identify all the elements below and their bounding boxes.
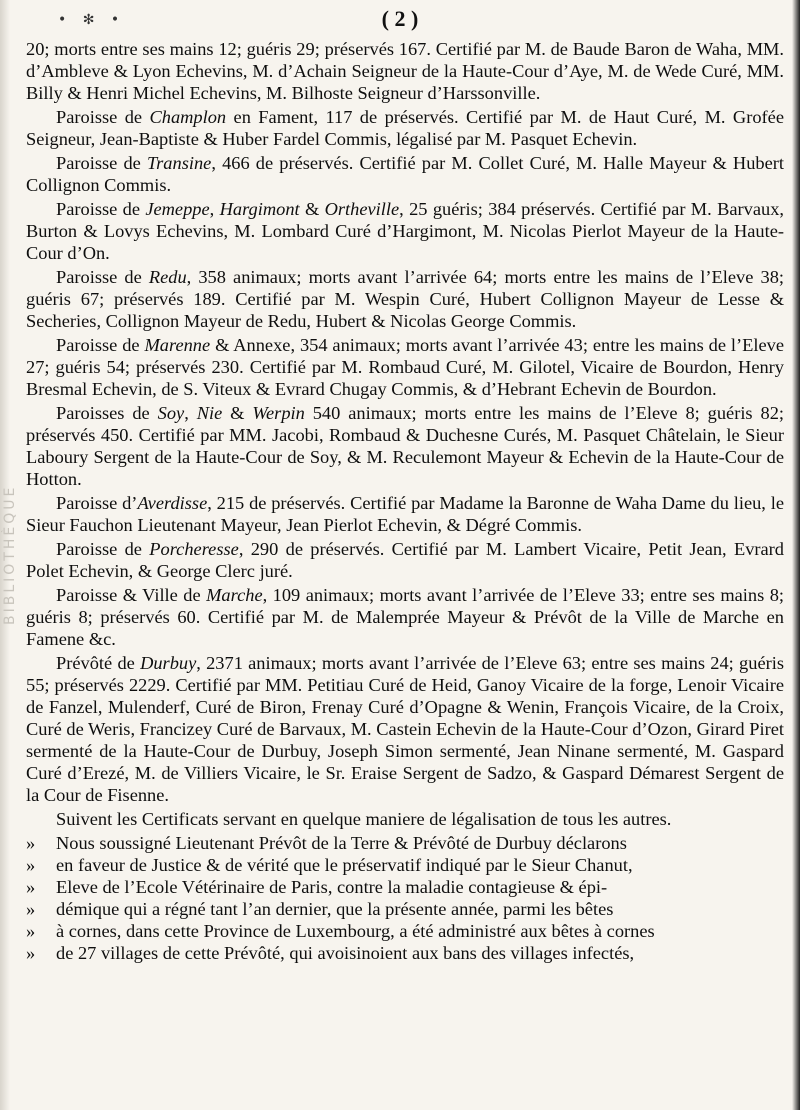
quote-mark: » (26, 921, 36, 941)
place-name: Porcheresse (149, 539, 239, 559)
text-segment: Paroisses de (56, 403, 158, 423)
quote-mark: » (26, 943, 36, 963)
quote-line (26, 876, 784, 898)
paragraph (26, 198, 784, 264)
quote-mark: » (26, 877, 36, 897)
quote-text: de 27 villages de cette Prévôté, qui avoisinoient aux bans des villages infectés, (56, 943, 635, 963)
quote-line (26, 942, 784, 964)
quote-text: Eleve de l’Ecole Vétérinaire de Paris, contre la maladie contagieuse & épi- (56, 877, 608, 897)
page-right-edge (792, 0, 800, 1110)
place-name: Marenne (144, 335, 211, 355)
text-segment: Paroisse d’ (56, 493, 138, 513)
text-segment: en Fament, 117 de préservés. Certifié par M. de Haut Curé, M. Grofée Seigneur, Jean-Baptiste & Huber Fardel Commis, légalisé par M. Pasquet Echevin. (26, 107, 784, 149)
place-name: Soy (157, 403, 185, 423)
quote-text: Nous soussigné Lieutenant Prévôt de la Terre & Prévôté de Durbuy déclarons (56, 833, 627, 853)
text-segment: , (209, 199, 220, 219)
text-segment: Paroisse de (56, 199, 146, 219)
page-header (0, 6, 800, 36)
text-segment: Suivent les Certificats servant en quelque maniere de légalisation de tous les autres. (56, 809, 672, 829)
text-segment: , (184, 403, 197, 423)
text-segment: Paroisse de (56, 153, 147, 173)
text-segment: , 466 de préservés. Certifié par M. Collet Curé, M. Halle Mayeur & Hubert Collignon Commis. (26, 153, 784, 195)
text-segment: , 2371 animaux; morts avant l’arrivée de l’Eleve 63; entre ses mains 24; guéris 55; préservés 2229. Certifié par MM. Petitiau Curé de Heid, Ganoy Vicaire de la forge, Lenoir Vicaire de Fanzel, Mulenderf, Curé de Biron, Frenay Curé d’Opagne & Wenin, François Vicaire, de la Croix, Curé de Weris, Francizey Curé de Barvaux, M. Castein Echevin de la Haute-Cour d’Ozon, Girard Piret sermenté de la Haute-Cour de Durbuy, Joseph Simon sermenté, Jean Ninane sermenté, M. Gaspard Curé d’Erezé, M. de Villiers Vicaire, le Sr. Eraise Sergent de Sadzo, & Gaspard Démarest Sergent de la Cour de Fisenne. (26, 653, 784, 805)
place-name: Averdisse (137, 493, 208, 513)
place-name: Werpin (252, 403, 305, 423)
text-segment: , 290 de préservés. Certifié par M. Lambert Vicaire, Petit Jean, Evrard Polet Echevin, & George Clerc juré. (26, 539, 784, 581)
quote-line (26, 854, 784, 876)
text-segment: 540 animaux; morts entre les mains de l’Eleve 8; guéris 82; préservés 450. Certifié par MM. Jacobi, Rombaud & Duchesne Curés, M. Pasquet Châtelain, le Sieur Laboury Sergent de la Haute-Cour de Soy, & M. Reculemont Mayeur & Echevin de la Haute-Cour de Hotton. (26, 403, 784, 489)
paragraph (26, 652, 784, 806)
paragraph (26, 38, 784, 104)
text-segment: , 215 de préservés. Certifié par Madame la Baronne de Waha Dame du lieu, le Sieur Fauchon Lieutenant Mayeur, Jean Pierlot Echevin, & Dégré Commis. (26, 493, 784, 535)
text-segment: Paroisse de (56, 335, 145, 355)
paragraph (26, 584, 784, 650)
text-segment: & (299, 199, 325, 219)
paragraph (26, 334, 784, 400)
paragraph (26, 492, 784, 536)
place-name: Jemeppe (145, 199, 210, 219)
text-segment: Paroisse & Ville de (56, 585, 207, 605)
quote-line (26, 898, 784, 920)
paragraph (26, 106, 784, 150)
text-segment: Prévôté de (56, 653, 141, 673)
quote-mark: » (26, 833, 36, 853)
text-segment: 20; morts entre ses mains 12; guéris 29; préservés 167. Certifié par M. de Baude Baron de Waha, MM. d’Ambleve & Lyon Echevins, M. d’Achain Seigneur de la Haute-Cour d’Aye, M. de Wede Curé, MM. Billy & Henri Michel Echevins, M. Bilhoste Seigneur d’Harssonville. (26, 39, 784, 103)
body-text (26, 38, 784, 964)
quote-mark: » (26, 855, 36, 875)
place-name: Hargimont (219, 199, 300, 219)
paragraph (26, 402, 784, 490)
place-name: Nie (196, 403, 223, 423)
paragraph (26, 538, 784, 582)
place-name: Redu (148, 267, 187, 287)
text-segment: Paroisse de (56, 107, 150, 127)
text-segment: Paroisse de (56, 267, 149, 287)
place-name: Champlon (149, 107, 227, 127)
text-segment: & (222, 403, 253, 423)
library-stamp: BIBLIOTHÈQUE (2, 484, 18, 626)
paragraph-list (26, 38, 784, 830)
header-ornament: • ✻ • (58, 12, 126, 28)
quote-mark: » (26, 899, 36, 919)
paragraph (26, 152, 784, 196)
place-name: Durbuy (140, 653, 197, 673)
place-name: Marche (206, 585, 263, 605)
quote-text: démique qui a régné tant l’an dernier, que la présente année, parmi les bêtes (56, 899, 614, 919)
quote-line (26, 920, 784, 942)
text-segment: , 109 animaux; morts avant l’arrivée de l’Eleve 33; entre ses mains 8; guéris 8; préservés 60. Certifié par M. de Malemprée Mayeur & Prévôt de la Ville de Marche en Famene &c. (26, 585, 785, 649)
quote-line (26, 832, 784, 854)
paragraph (26, 808, 784, 830)
place-name: Transine (146, 153, 212, 173)
text-segment: , 358 animaux; morts avant l’arrivée 64; morts entre les mains de l’Eleve 38; guéris 67; préservés 189. Certifié par M. Wespin Curé, Hubert Collignon Mayeur de Lesse & Secheries, Collignon Mayeur de Redu, Hubert & Nicolas George Commis. (26, 267, 784, 331)
page-number: ( 2 ) (381, 6, 419, 31)
text-segment: , 25 guéris; 384 préservés. Certifié par M. Barvaux, Burton & Lovys Echevins, M. Lombard Curé d’Hargimont, M. Nicolas Pierlot Mayeur de la Haute-Cour d’On. (26, 199, 784, 263)
paragraph (26, 266, 784, 332)
text-segment: Paroisse de (56, 539, 150, 559)
quote-text: à cornes, dans cette Province de Luxembourg, a été administré aux bêtes à cornes (56, 921, 655, 941)
quote-text: en faveur de Justice & de vérité que le préservatif indiqué par le Sieur Chanut, (56, 855, 633, 875)
place-name: Ortheville (324, 199, 400, 219)
text-segment: & Annexe, 354 animaux; morts avant l’arrivée 43; entre les mains de l’Eleve 27; guéris 54; préservés 230. Certifié par M. Rombaud Curé, M. Gilotel, Vicaire de Bourdon, Henry Bresmal Echevin, de S. Viteux & Evrard Chugay Commis, & d’Hebrant Echevin de Bourdon. (26, 335, 784, 399)
quoted-declaration (26, 832, 784, 964)
